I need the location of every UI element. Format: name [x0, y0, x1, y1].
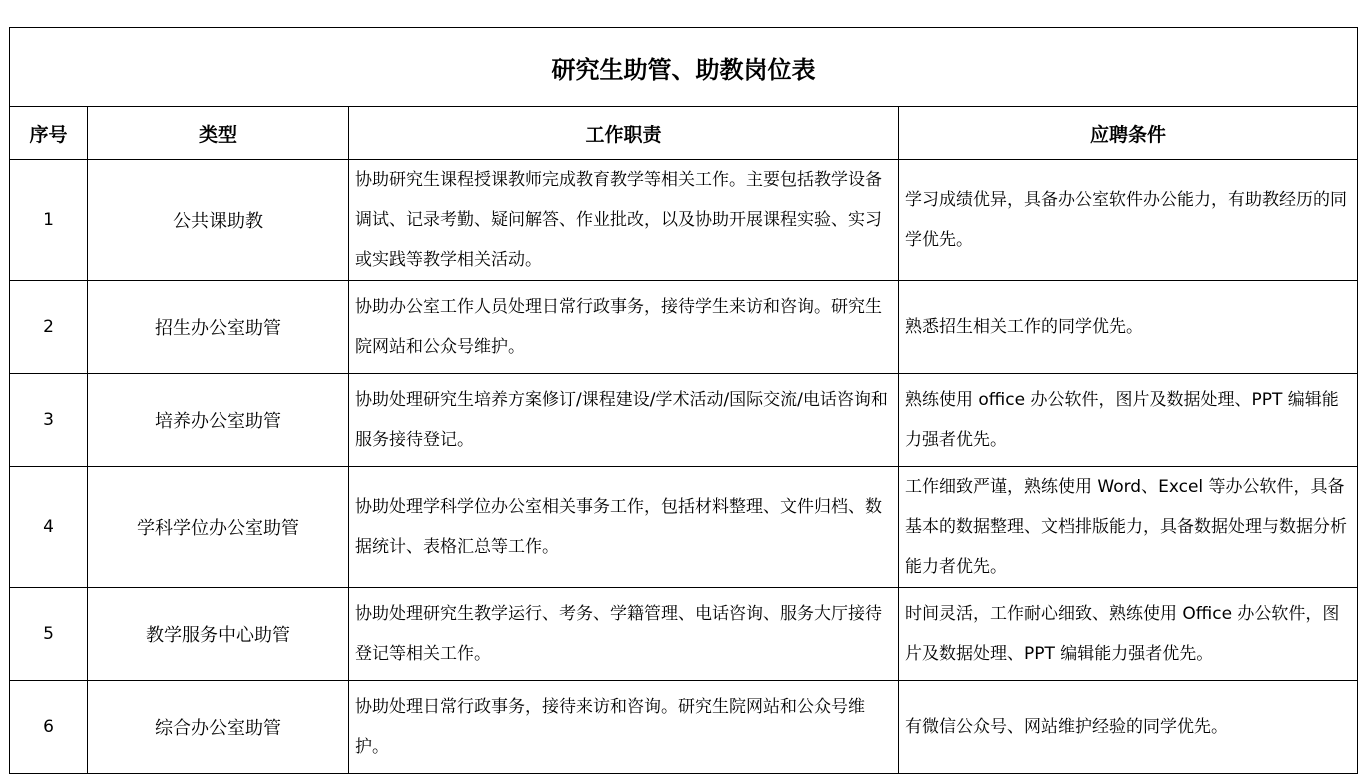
position-duty: 协助处理学科学位办公室相关事务工作，包括材料整理、文件归档、数据统计、表格汇总等工作。 — [349, 467, 899, 588]
position-type: 教学服务中心助管 — [88, 588, 349, 681]
position-type: 学科学位办公室助管 — [88, 467, 349, 588]
row-number: 2 — [10, 281, 88, 374]
header-duty: 工作职责 — [349, 107, 899, 160]
table-row — [10, 160, 1358, 281]
header-no: 序号 — [10, 107, 88, 160]
header-row — [10, 107, 1358, 160]
table-row — [10, 588, 1358, 681]
position-requirement: 时间灵活，工作耐心细致、熟练使用 Office 办公软件，图片及数据处理、PPT 编辑能力强者优先。 — [899, 588, 1358, 681]
position-table-container — [9, 27, 1357, 774]
table-row — [10, 374, 1358, 467]
table-row — [10, 467, 1358, 588]
position-requirement: 熟悉招生相关工作的同学优先。 — [899, 281, 1358, 374]
row-number: 3 — [10, 374, 88, 467]
position-type: 综合办公室助管 — [88, 681, 349, 774]
table-title: 研究生助管、助教岗位表 — [10, 28, 1358, 107]
header-type: 类型 — [88, 107, 349, 160]
position-requirement: 学习成绩优异，具备办公室软件办公能力，有助教经历的同学优先。 — [899, 160, 1358, 281]
position-type: 公共课助教 — [88, 160, 349, 281]
row-number: 6 — [10, 681, 88, 774]
position-requirement: 熟练使用 office 办公软件，图片及数据处理、PPT 编辑能力强者优先。 — [899, 374, 1358, 467]
position-duty: 协助办公室工作人员处理日常行政事务，接待学生来访和咨询。研究生院网站和公众号维护。 — [349, 281, 899, 374]
position-type: 培养办公室助管 — [88, 374, 349, 467]
position-duty: 协助处理研究生教学运行、考务、学籍管理、电话咨询、服务大厅接待登记等相关工作。 — [349, 588, 899, 681]
position-requirement: 工作细致严谨，熟练使用 Word、Excel 等办公软件，具备基本的数据整理、文档排版能力，具备数据处理与数据分析能力者优先。 — [899, 467, 1358, 588]
position-type: 招生办公室助管 — [88, 281, 349, 374]
row-number: 5 — [10, 588, 88, 681]
table-row — [10, 681, 1358, 774]
position-duty: 协助研究生课程授课教师完成教育教学等相关工作。主要包括教学设备调试、记录考勤、疑问解答、作业批改，以及协助开展课程实验、实习或实践等教学相关活动。 — [349, 160, 899, 281]
position-table — [9, 27, 1358, 774]
position-duty: 协助处理日常行政事务，接待来访和咨询。研究生院网站和公众号维护。 — [349, 681, 899, 774]
position-requirement: 有微信公众号、网站维护经验的同学优先。 — [899, 681, 1358, 774]
header-requirement: 应聘条件 — [899, 107, 1358, 160]
position-duty: 协助处理研究生培养方案修订/课程建设/学术活动/国际交流/电话咨询和服务接待登记。 — [349, 374, 899, 467]
title-row — [10, 28, 1358, 107]
row-number: 4 — [10, 467, 88, 588]
row-number: 1 — [10, 160, 88, 281]
table-row — [10, 281, 1358, 374]
